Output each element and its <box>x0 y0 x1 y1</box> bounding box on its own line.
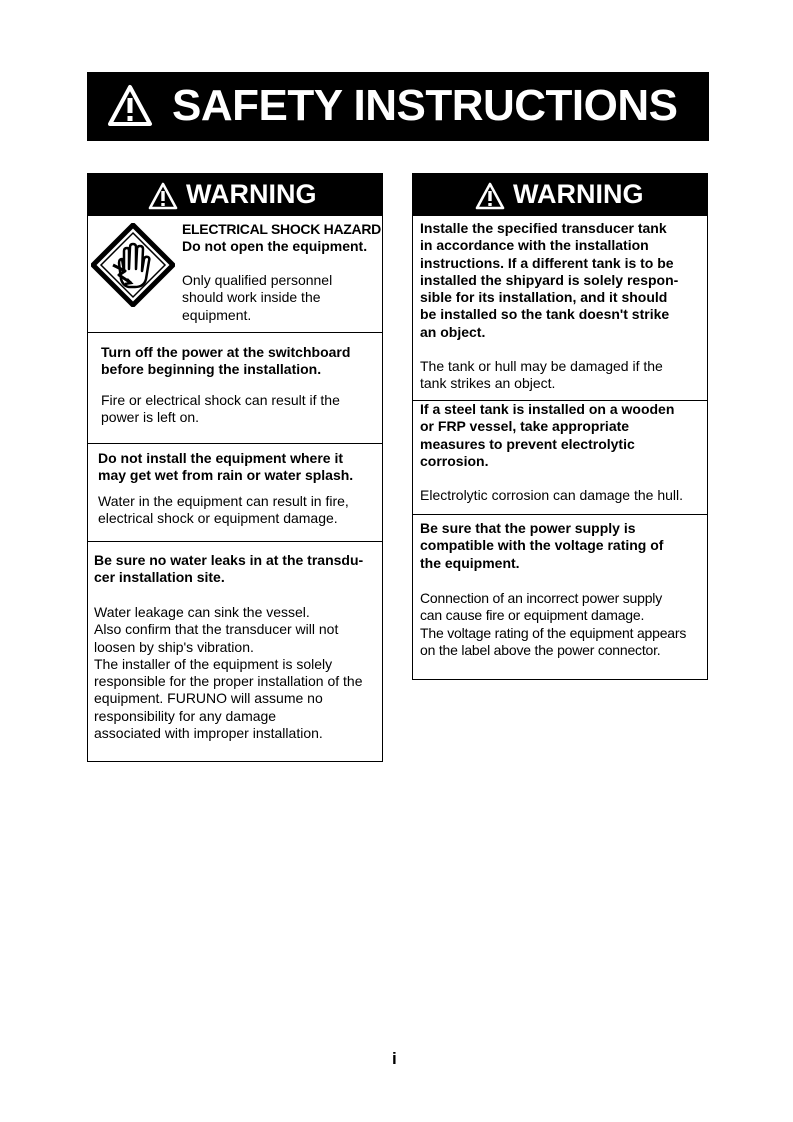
text-line: Water in the equipment can result in fire, <box>98 493 349 509</box>
text-line: tank strikes an object. <box>420 375 556 392</box>
text-line: can cause fire or equipment damage. <box>420 607 645 624</box>
text-line: loosen by ship's vibration. <box>94 638 254 655</box>
text-line: should work inside the <box>182 289 321 306</box>
warning-triangle-icon <box>475 182 505 210</box>
page-number: i <box>392 1049 397 1068</box>
section-heading <box>420 520 663 572</box>
section-body <box>101 392 340 427</box>
text-line: equipment. <box>182 306 252 323</box>
left-warning-header <box>88 174 382 216</box>
text-line: on the label above the power connector. <box>420 641 661 658</box>
text-line: cer installation site. <box>94 569 225 586</box>
text-line: Electrolytic corrosion can damage the hull. <box>420 487 684 503</box>
electric-shock-hand-icon <box>91 223 175 307</box>
water-splash-section <box>88 443 382 542</box>
text-line: Be sure no water leaks in at the transdu- <box>94 552 364 568</box>
section-heading <box>420 220 678 341</box>
text-line: Only qualified personnel <box>182 272 333 288</box>
text-line: The tank or hull may be damaged if the <box>420 358 663 374</box>
warning-label: WARNING <box>513 179 644 209</box>
text-line: associated with improper installation. <box>94 725 323 742</box>
text-line: the equipment. <box>420 554 520 571</box>
text-line: Installe the specified transducer tank <box>420 220 667 236</box>
text-line: Fire or electrical shock can result if the <box>101 392 340 408</box>
left-warning-box <box>87 173 383 762</box>
text-line: be installed so the tank doesn't strike <box>420 306 670 323</box>
text-line: Water leakage can sink the vessel. <box>94 604 310 620</box>
section-body <box>98 493 349 528</box>
section-heading <box>101 344 350 379</box>
transducer-leak-section <box>88 541 382 761</box>
electric-shock-hazard-section <box>88 216 382 333</box>
text-line: Do not install the equipment where it <box>98 450 344 466</box>
text-line: installed the shipyard is solely respon- <box>420 271 679 288</box>
text-line: instructions. If a different tank is to be <box>420 254 674 271</box>
section-body <box>420 358 663 393</box>
warning-triangle-icon <box>107 84 153 128</box>
text-line: electrical shock or equipment damage. <box>98 510 338 527</box>
electrolytic-corrosion-section <box>413 400 707 515</box>
text-line: Connection of an incorrect power supply <box>420 590 663 606</box>
right-warning-header <box>413 174 707 216</box>
transducer-tank-section <box>413 216 707 401</box>
text-line: before beginning the installation. <box>101 361 322 378</box>
text-line: or FRP vessel, take appropriate <box>420 418 630 435</box>
section-body <box>94 604 363 742</box>
right-warning-box <box>412 173 708 680</box>
text-line: Also confirm that the transducer will not <box>94 621 339 638</box>
hazard-title: ELECTRICAL SHOCK HAZARD <box>182 221 381 237</box>
text-line: responsible for the proper installation of the <box>94 673 363 690</box>
page-title: SAFETY INSTRUCTIONS <box>172 81 678 130</box>
text-line: compatible with the voltage rating of <box>420 537 664 554</box>
text-line: an object. <box>420 323 486 340</box>
section-heading <box>420 401 674 470</box>
text-line: The installer of the equipment is solely <box>94 655 333 672</box>
section-body <box>420 590 686 659</box>
text-line: power is left on. <box>101 409 200 426</box>
section-body <box>420 487 683 504</box>
hazard-headline: Do not open the equipment. <box>182 238 368 254</box>
text-line: measures to prevent electrolytic <box>420 435 635 452</box>
switchboard-power-section <box>88 332 382 444</box>
text-line: may get wet from rain or water splash. <box>98 467 354 484</box>
section-heading <box>98 450 353 485</box>
text-line: Be sure that the power supply is <box>420 520 636 536</box>
text-line: equipment. FURUNO will assume no <box>94 690 323 707</box>
section-heading <box>94 552 363 587</box>
text-line: sible for its installation, and it should <box>420 289 668 306</box>
text-line: The voltage rating of the equipment appears <box>420 624 687 641</box>
text-line: responsibility for any damage <box>94 707 277 724</box>
warning-label: WARNING <box>186 179 317 209</box>
text-line: in accordance with the installation <box>420 237 649 254</box>
text-line: Turn off the power at the switchboard <box>101 344 351 360</box>
warning-triangle-icon <box>148 182 178 210</box>
text-line: corrosion. <box>420 452 489 469</box>
text-line: If a steel tank is installed on a wooden <box>420 401 675 417</box>
hazard-body <box>182 272 332 324</box>
page-title-bar <box>87 72 709 141</box>
power-supply-section <box>413 514 707 679</box>
